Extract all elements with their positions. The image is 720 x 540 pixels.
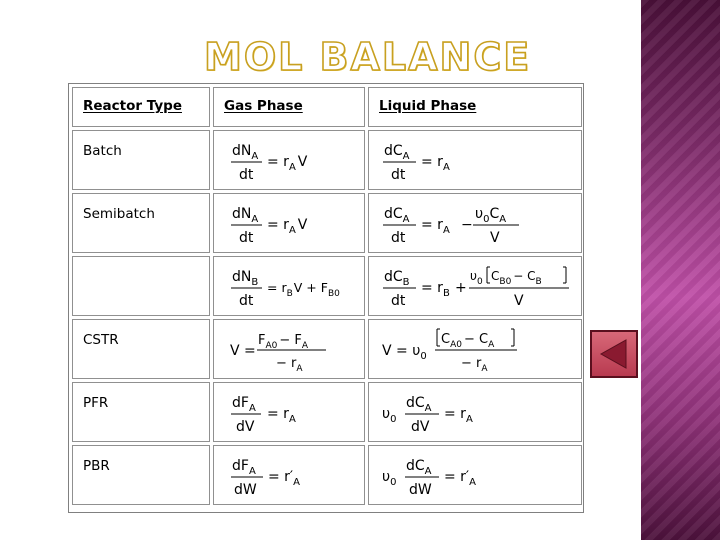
svg-text:dt: dt [391,167,406,183]
table-row [72,445,582,505]
svg-text:dt: dt [391,230,406,246]
liquid-phase-equation [368,319,582,379]
svg-text:υ0: $\upsilon_0$ [382,469,397,488]
svg-text:= r′A: = $r'_A$ [268,469,300,488]
svg-text:= rA: = $r_A$ [444,406,473,425]
liquid-phase-equation [368,445,582,505]
gas-phase-equation [213,319,365,379]
svg-text:dt: dt [239,293,254,309]
mol-balance-table [68,83,584,513]
svg-text:= rA: = $r_A$ [421,217,450,236]
svg-text:FA0− FA: $F_{A0} - F_A$ [258,333,309,351]
svg-text:= rAV: = $r_A$ V [267,217,308,236]
svg-text:υ0: $\upsilon_0$ [470,269,483,287]
svg-text:= rBV + FB0: = $r_BV + F_{B0}$ [267,280,340,299]
liquid-phase-equation [368,193,582,253]
header-liquid-phase: Liquid Phase [368,87,582,127]
svg-text:dCB: $dC_B$ [384,269,410,288]
reactor-type-cell: PBR [72,445,210,505]
reactor-type-cell [72,256,210,316]
svg-text:dV: dV [236,419,255,435]
svg-text:= rA: = $r_A$ [421,154,450,173]
svg-text:dW: dW [409,482,432,498]
svg-text:= rAV: = $r_A$ V [267,154,308,173]
svg-text:CA0− CA: $C_{A0} - C_A$ [441,332,495,350]
svg-text:υ0CA: $\upsilon_0C_A$ [475,206,507,225]
svg-text:dFA: $dF_A$ [232,395,256,414]
svg-text:= rB: = $r_B$ [421,280,450,299]
svg-text:dFA: $dF_A$ [232,458,256,477]
liquid-phase-equation [368,130,582,190]
table-row [72,130,582,190]
reactor-type-cell: Semibatch [72,193,210,253]
svg-text:V: V [490,230,500,246]
previous-slide-button[interactable] [590,330,638,378]
svg-text:dt: dt [239,167,254,183]
svg-text:dNA: $dN_A$ [232,143,259,162]
svg-text:dCA: $dC_A$ [384,206,410,225]
svg-text:dNB: $dN_B$ [232,269,259,288]
svg-text:V =: V = [230,343,256,359]
gas-phase-equation [213,445,365,505]
svg-text:dNA: $dN_A$ [232,206,259,225]
table-row [72,256,582,316]
table-row [72,382,582,442]
svg-text:V = υ0: $V = \upsilon_0$ [382,343,427,362]
liquid-phase-equation [368,256,582,316]
reactor-type-cell: PFR [72,382,210,442]
header-reactor-type: Reactor Type [72,87,210,127]
svg-text:+: + [455,280,467,296]
svg-text:= r′A: = $r'_A$ [444,469,476,488]
header-gas-phase: Gas Phase [213,87,365,127]
table-row [72,319,582,379]
reactor-type-cell: Batch [72,130,210,190]
gas-phase-equation [213,382,365,442]
svg-text:CB0− CB: $C_{B0} - C_B$ [491,269,542,287]
svg-text:dCA: $dC_A$ [406,458,432,477]
triangle-left-icon [592,332,636,376]
svg-text:− rA: − $r_A$ [461,356,488,374]
svg-text:dW: dW [234,482,257,498]
gas-phase-equation [213,256,365,316]
svg-text:dV: dV [411,419,430,435]
svg-text:= rA: = $r_A$ [267,406,296,425]
svg-text:dCA: $dC_A$ [406,395,432,414]
svg-text:υ0: $\upsilon_0$ [382,406,397,425]
gas-phase-equation [213,130,365,190]
reactor-type-cell: CSTR [72,319,210,379]
svg-text:− rA: − $r_A$ [276,356,303,374]
liquid-phase-equation [368,382,582,442]
slide-title: MOL BALANCE [204,35,532,79]
svg-text:dt: dt [391,293,406,309]
svg-text:dt: dt [239,230,254,246]
decorative-side-band [641,0,720,540]
table-row [72,193,582,253]
table-header-row [72,87,582,127]
svg-text:V: V [514,293,524,309]
gas-phase-equation [213,193,365,253]
svg-text:−: − [461,217,473,233]
svg-text:dCA: $dC_A$ [384,143,410,162]
